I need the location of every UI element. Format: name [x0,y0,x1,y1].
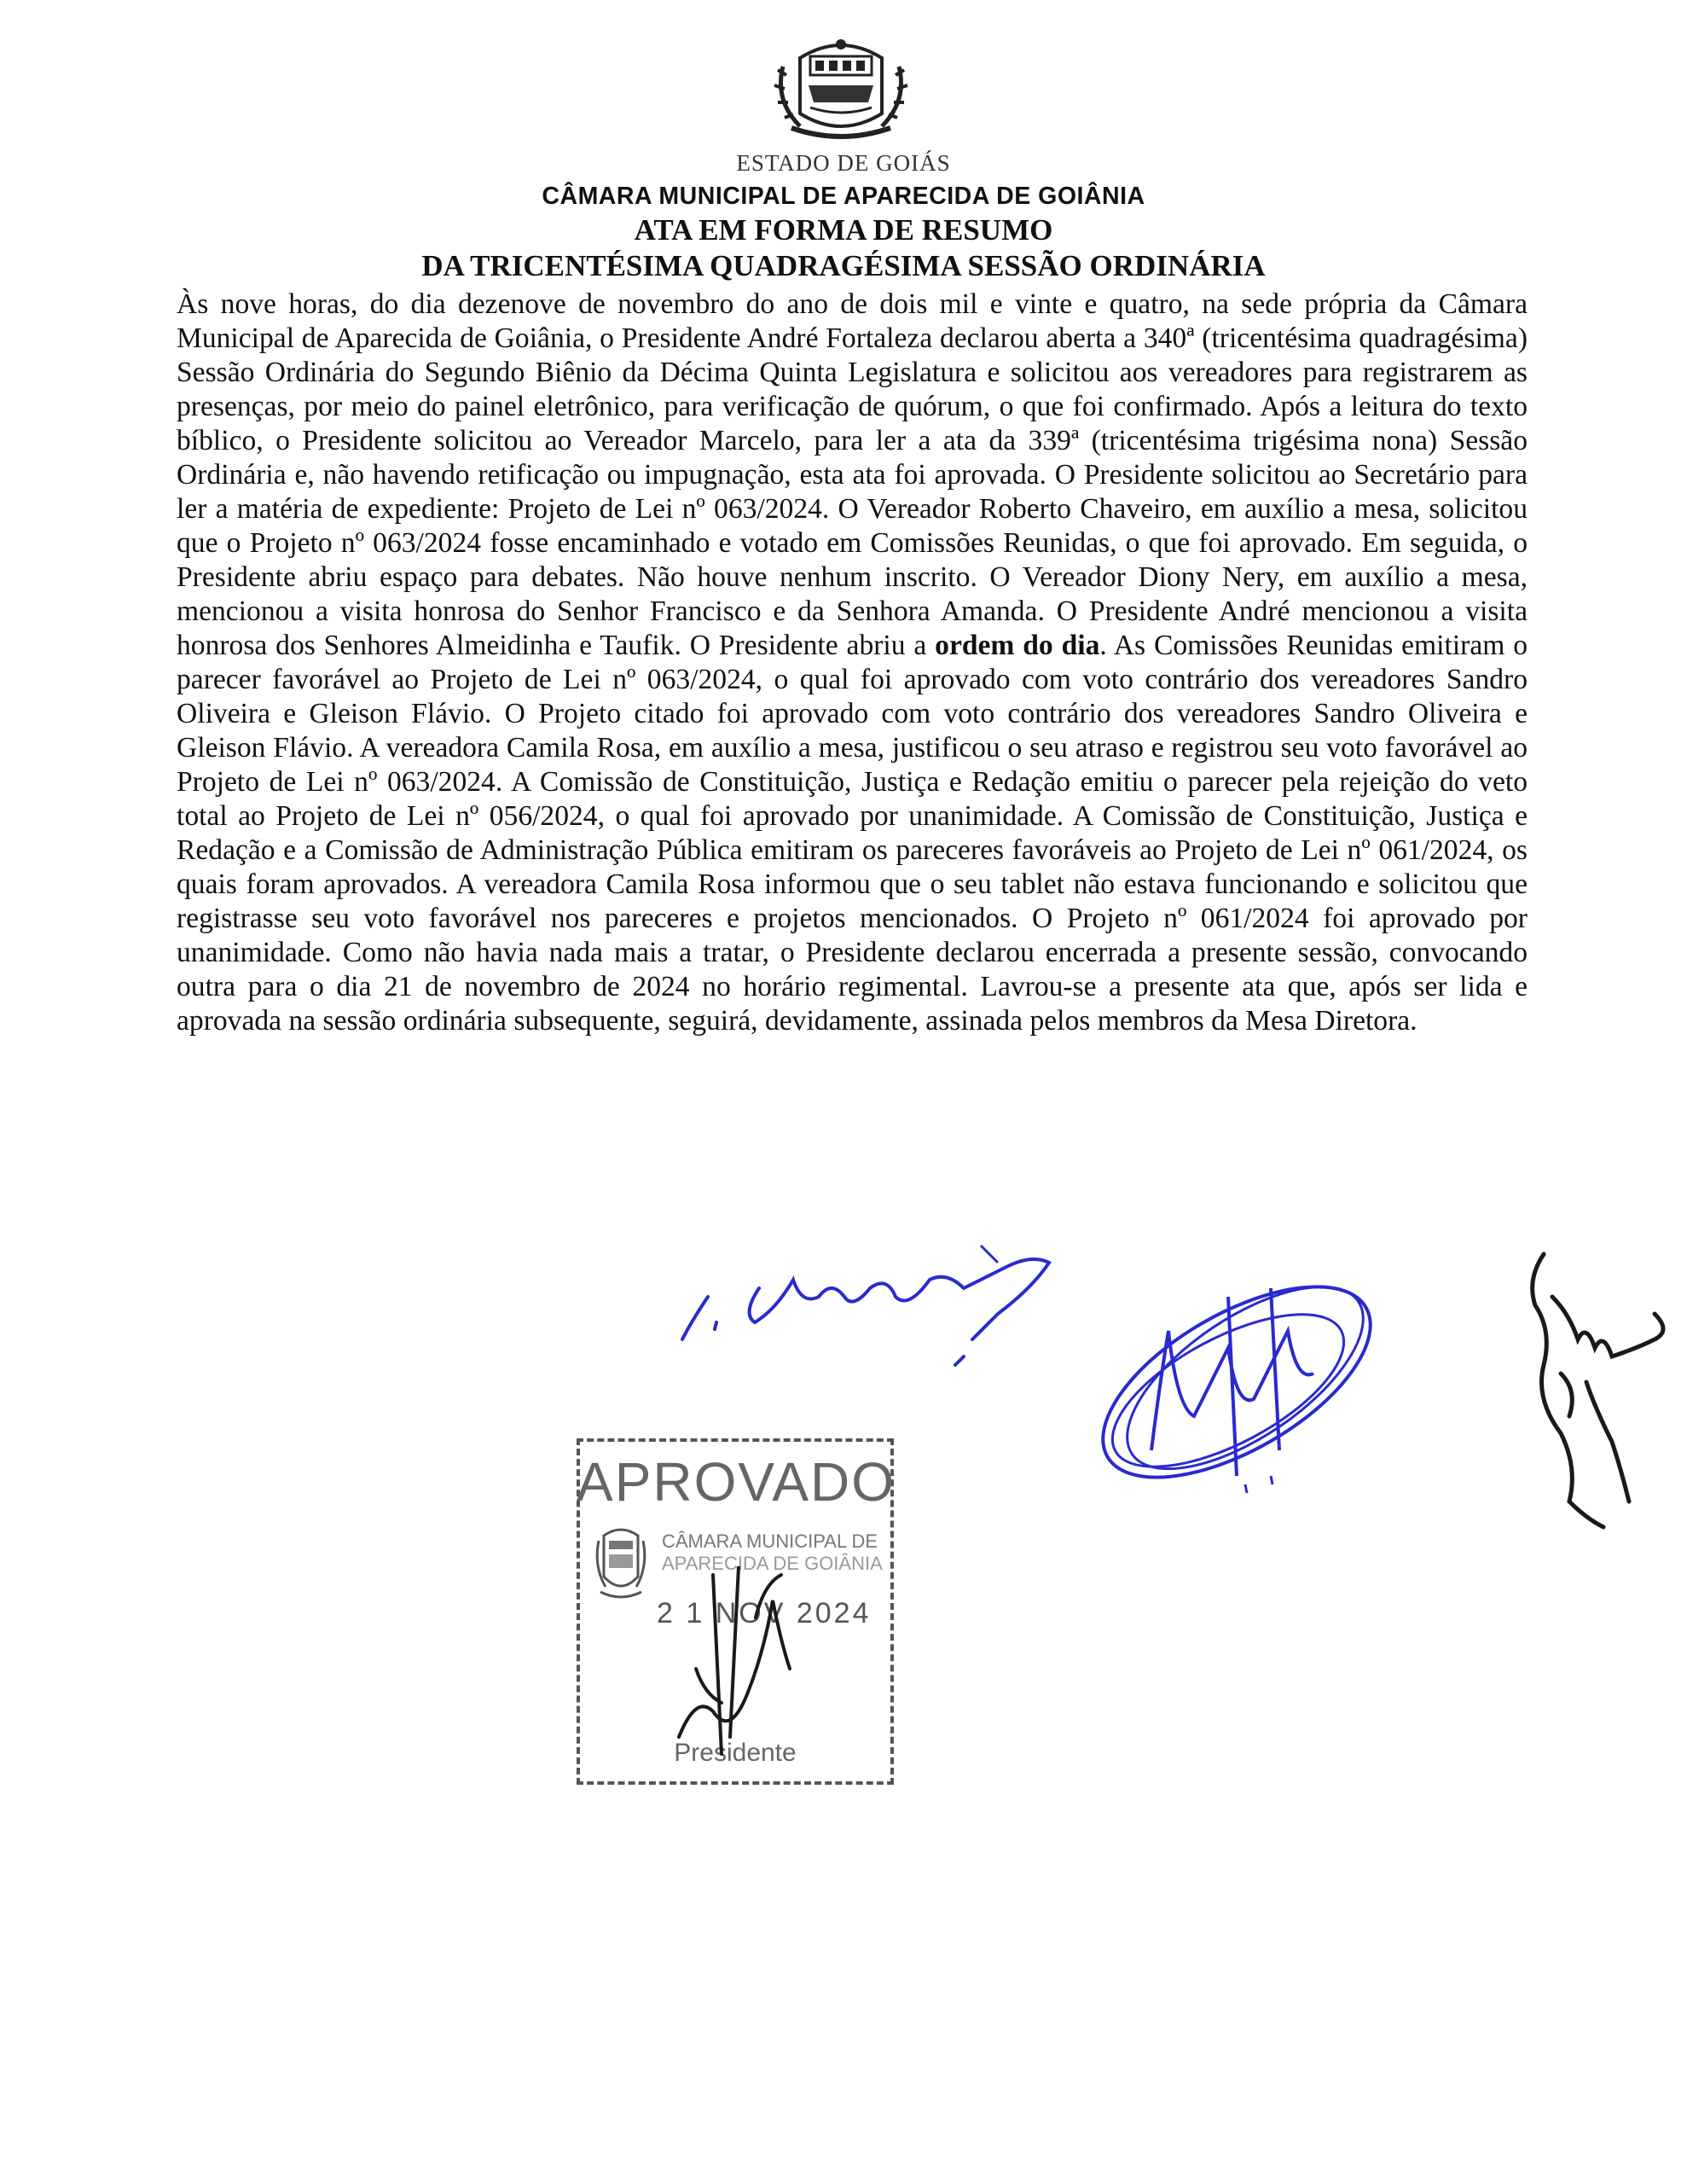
chamber-name: CÂMARA MUNICIPAL DE APARECIDA DE GOIÂNIA [542,183,1145,210]
document-title-line2: DA TRICENTÉSIMA QUADRAGÉSIMA SESSÃO ORDINÁRIA [421,249,1266,282]
stamp-line2: APARECIDA DE GOIÂNIA [662,1553,883,1574]
stamp-line1: CÂMARA MUNICIPAL DE [662,1531,878,1552]
minutes-body [177,288,1528,1038]
approval-stamp [577,1438,894,1785]
stamp-role: Presidente [674,1739,797,1767]
stamp-date: 2 1 NOV 2024 [657,1597,872,1629]
coat-of-arms-emblem [749,32,933,148]
minutes-bold-phrase: ordem do dia [935,630,1100,661]
minutes-paragraph [177,288,1528,1038]
minutes-text-part1: Às nove horas, do dia dezenove de novembro do ano de dois mil e vinte e quatro, na sede própria da Câmara Municipal de Aparecida de Goiânia, o Presidente André Fortaleza declarou aberta a 340ª (tricentésima quadragésima) Sessão Ordinária do Segundo Biênio da Décima Quinta Legislatura e solicitou aos vereadores para registrarem as presenças, por meio do painel eletrônico, para verificação de quórum, o que foi confirmado. Após a leitura do texto bíblico, o Presidente solicitou ao Vereador Marcelo, para ler a ata da 339ª (tricentésima trigésima nona) Sessão Ordinária e, não havendo retificação ou impugnação, esta ata foi aprovada. O Presidente solicitou ao Secretário para ler a matéria de expediente: Projeto de Lei nº 063/2024. O Vereador Roberto Chaveiro, em auxílio a mesa, solicitou que o Projeto nº 063/2024 fosse encaminhado e votado em Comissões Reunidas, o que foi aprovado. Em seguida, o Presidente abriu espaço para debates. Não houve nenhum inscrito. O Vereador Diony Nery, em auxílio a mesa, mencionou a visita honrosa do Senhor Francisco e da Senhora Amanda. O Presidente André mencionou a visita honrosa dos Senhores Almeidinha e Taufik. O Presidente abriu a [177,288,1528,661]
signature-secretary [674,1228,1100,1374]
minutes-text-part2: . As Comissões Reunidas emitiram o parecer favorável ao Projeto de Lei nº 063/2024, o qual foi aprovado com voto contrário dos vereadores Sandro Oliveira e Gleison Flávio. O Projeto citado foi aprovado com voto contrário dos vereadores Sandro Oliveira e Gleison Flávio. A vereadora Camila Rosa, em auxílio a mesa, justificou o seu atraso e registrou seu voto favorável ao Projeto de Lei nº 063/2024. A Comissão de Constituição, Justiça e Redação emitiu o parecer pela rejeição do veto total ao Projeto de Lei nº 056/2024, o qual foi aprovado por unanimidade. A Comissão de Constituição, Justiça e Redação e a Comissão de Administração Pública emitiram os pareceres favoráveis ao Projeto de Lei nº 061/2024, os quais foram aprovados. A vereadora Camila Rosa informou que o seu tablet não estava funcionando e solicitou que registrasse seu voto favorável nos pareceres e projetos mencionados. O Projeto nº 061/2024 foi aprovado por unanimidade. Como não havia nada mais a tratar, o Presidente declarou encerrada a presente sessão, convocando outra para o dia 21 de novembro de 2024 no horário regimental. Lavrou-se a presente ata que, após ser lida e aprovada na sessão ordinária subsequente, seguirá, devidamente, assinada pelos membros da Mesa Diretora. [177,630,1528,1037]
state-label: ESTADO DE GOIÁS [736,150,951,176]
stamp-signature [662,1566,815,1771]
stamp-crest-icon [594,1524,648,1602]
signature-member [1510,1246,1680,1536]
stamp-title: APROVADO [577,1451,896,1513]
signature-president [1075,1280,1399,1519]
document-title-line1: ATA EM FORMA DE RESUMO [634,213,1053,247]
